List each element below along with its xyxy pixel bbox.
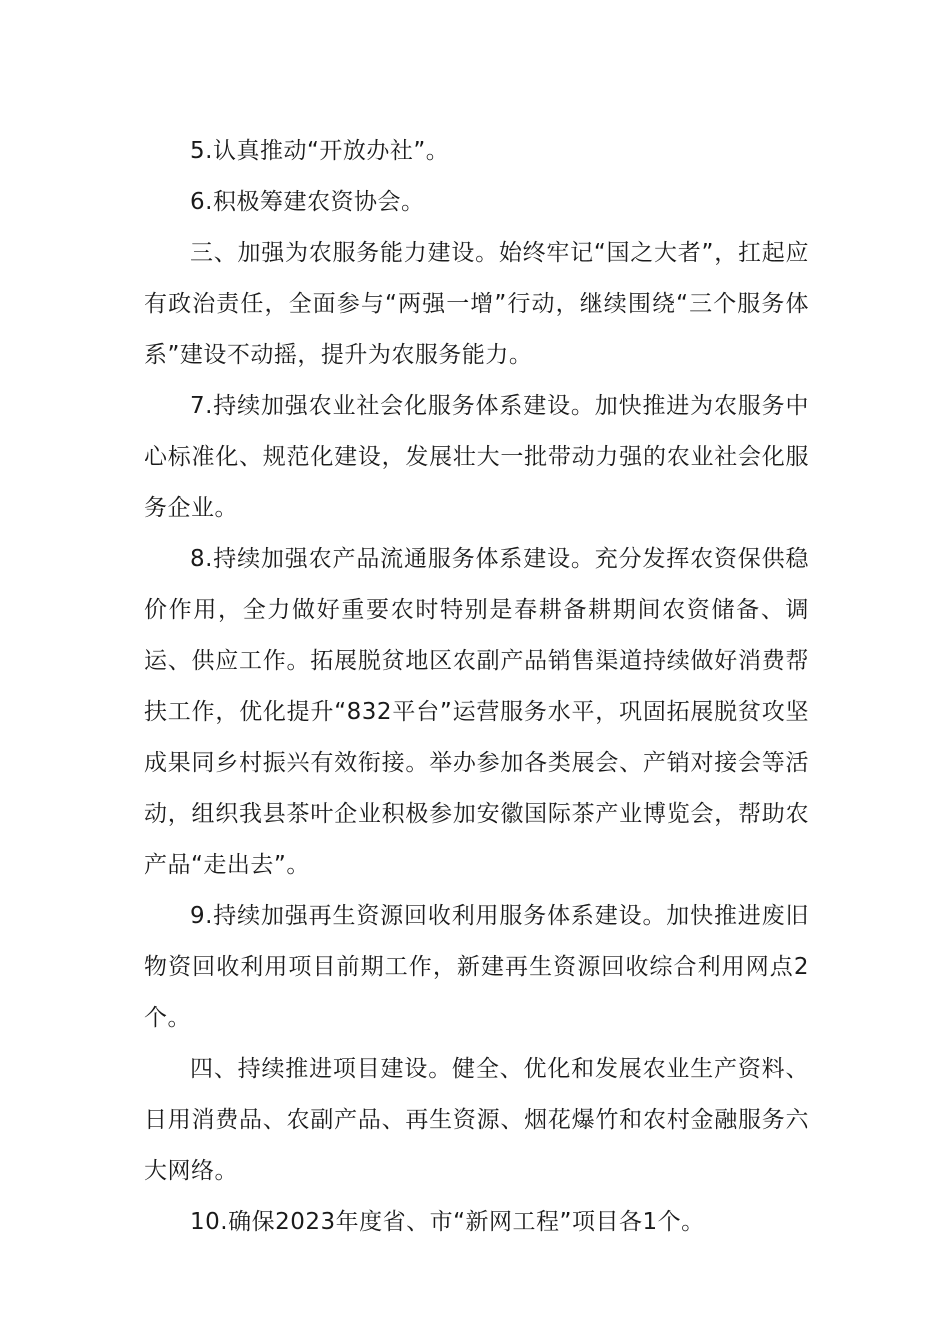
- document-body: [144, 126, 809, 1248]
- item-9-paragraph: 9.持续加强再生资源回收利用服务体系建设。加快推进废旧物资回收利用项目前期工作，新建再生资源回收综合利用网点2个。: [144, 903, 809, 1031]
- item-7-paragraph: 7.持续加强农业社会化服务体系建设。加快推进为农服务中心标准化、规范化建设，发展壮大一批带动力强的农业社会化服务企业。: [144, 393, 809, 521]
- item-8-paragraph: 8.持续加强农产品流通服务体系建设。充分发挥农资保供稳价作用，全力做好重要农时特别是春耕备耕期间农资储备、调运、供应工作。拓展脱贫地区农副产品销售渠道持续做好消费帮扶工作，优化提升“832平台”运营服务水平，巩固拓展脱贫攻坚成果同乡村振兴有效衔接。举办参加各类展会、产销对接会等活动，组织我县茶叶企业积极参加安徽国际茶产业博览会，帮助农产品“走出去”。: [144, 546, 809, 878]
- item-5-paragraph: 5.认真推动“开放办社”。: [190, 138, 450, 164]
- section-3-heading-paragraph: 三、加强为农服务能力建设。始终牢记“国之大者”，扛起应有政治责任，全面参与“两强一增”行动，继续围绕“三个服务体系”建设不动摇，提升为农服务能力。: [144, 240, 809, 368]
- item-6-paragraph: 6.积极筹建农资协会。: [190, 189, 425, 215]
- section-4-heading-paragraph: 四、持续推进项目建设。健全、优化和发展农业生产资料、日用消费品、农副产品、再生资源、烟花爆竹和农村金融服务六大网络。: [144, 1056, 809, 1184]
- item-10-paragraph: 10.确保2023年度省、市“新网工程”项目各1个。: [190, 1209, 705, 1235]
